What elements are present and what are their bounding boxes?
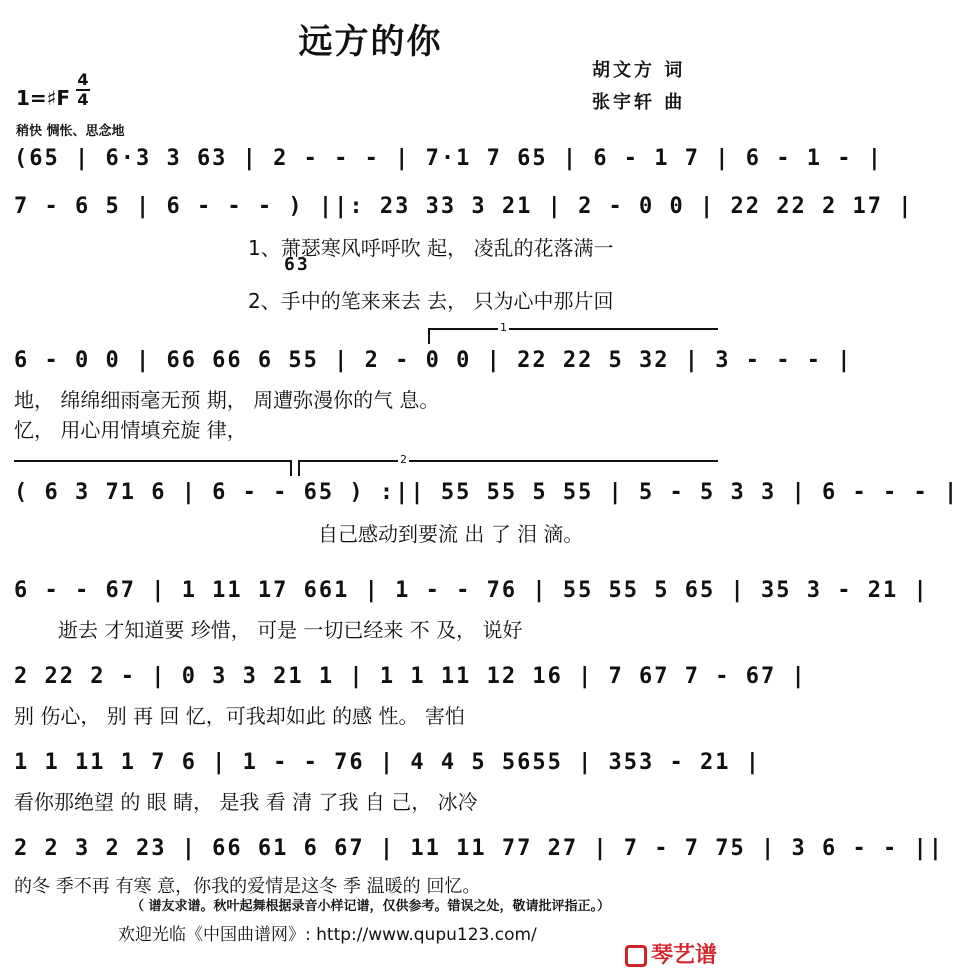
site-logo [625,938,717,969]
score-row-6: 2 22 2 - | 0 3 3 21 1 | 1 1 11 12 16 | 7 67 7 - 67 | [14,664,807,689]
volta-2-prev-hook [290,460,292,476]
volta-2-number: 2 [400,453,407,466]
time-numerator: 4 [77,70,89,89]
lyric-row-5: 逝去 才知道要 珍惜， 可是 一切已经来 不 及， 说好 [58,618,523,642]
score-row-2: 7 - 6 5 | 6 - - - ) ||: 23 33 3 21 | 2 - 0 0 | 22 22 2 17 | [14,194,914,219]
key-signature: 1=♯F [16,86,71,110]
transcription-note: （ 谱友求谱。秋叶起舞根据录音小样记谱，仅供参考。错误之处，敬请批评指正。） [130,899,611,914]
score-row-7: 1 1 11 1 7 6 | 1 - - 76 | 4 4 5 5655 | 353 - 21 | [14,750,762,775]
lyric-row-3-verse-1: 地， 绵绵细雨毫无预 期， 周遭弥漫你的气 息。 [14,388,440,412]
volta-1-number: 1 [500,321,507,334]
tempo-marking: 稍快 惆怅、思念地 [16,124,125,139]
lyric-row-3-verse-2: 忆， 用心用情填充旋 律， [14,418,247,442]
lyric-row-2-verse-1: 1、萧瑟寒风呼呼吹 起， 凌乱的花落满一 [248,236,614,260]
volta-2-hook [298,460,300,476]
score-row-4: ( 6 3 71 6 | 6 - - 65 ) :|| 55 55 5 55 | 5 - 5 3 3 | 6 - - - | [14,480,959,505]
lyric-row-7: 看你那绝望 的 眼 睛， 是我 看 清 了我 自 己， 冰冷 [14,790,478,814]
score-row-1: (65 | 6·3 3 63 | 2 - - - | 7·1 7 65 | 6 - 1 7 | 6 - 1 - | [14,146,883,171]
composer-credit: 张宇轩 曲 [592,92,686,113]
alt-notes-verse-2: 63 [284,254,310,275]
lyric-row-2-verse-2: 2、手中的笔来来去 去， 只为心中那片回 [248,289,614,313]
logo-icon [625,945,647,967]
lyric-row-8: 的冬 季不再 有寒 意，你我的爱情是这冬 季 温暖的 回忆。 [14,876,481,897]
volta-2-line [298,460,718,462]
lyricist-credit: 胡文方 词 [592,60,686,81]
song-title: 远方的你 [298,22,443,62]
lyric-row-6: 别 伤心， 别 再 回 忆，可我却如此 的感 性。 害怕 [14,704,465,728]
lyric-row-4: 自己感动到要流 出 了 泪 滴。 [318,522,584,546]
score-row-8: 2 2 3 2 23 | 66 61 6 67 | 11 11 77 27 | 7 - 7 75 | 3 6 - - || [14,836,944,861]
time-denominator: 4 [77,90,89,109]
time-signature [76,72,90,108]
site-welcome-link[interactable]: 欢迎光临《中国曲谱网》: http://www.qupu123.com/ [118,925,537,945]
score-row-5: 6 - - 67 | 1 11 17 661 | 1 - - 76 | 55 55 5 65 | 35 3 - 21 | [14,578,929,603]
logo-text: 琴艺谱 [651,943,718,968]
score-row-3: 6 - 0 0 | 66 66 6 55 | 2 - 0 0 | 22 22 5 32 | 3 - - - | [14,348,853,373]
volta-2-prev-line [14,460,290,462]
volta-1-line [428,328,718,330]
volta-1-hook [428,328,430,344]
